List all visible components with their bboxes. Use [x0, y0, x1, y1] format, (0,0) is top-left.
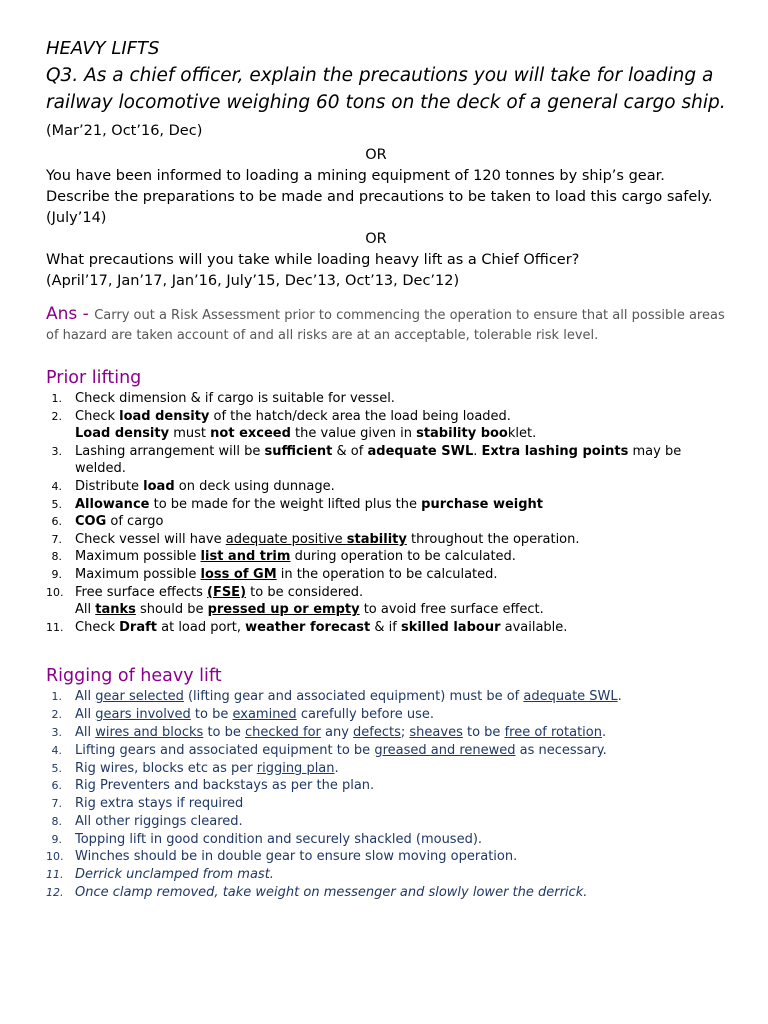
alt-question-1-ref: (July’14): [46, 210, 107, 226]
list-item: 9. Topping lift in good condition and securely shackled (moused).: [51, 831, 483, 847]
document-title: HEAVY LIFTS: [46, 38, 160, 59]
list-item: 1. All gear selected (lifting gear and associated equipment) must be of adequate SWL.: [51, 689, 622, 705]
list-item: 4. Distribute load on deck using dunnage.: [51, 478, 335, 494]
list-item: 5. Allowance to be made for the weight lifted plus the purchase weight: [51, 496, 543, 512]
prior-lifting-heading: Prior lifting: [46, 368, 142, 388]
answer-label: Ans -: [46, 304, 95, 324]
list-item: 11. Check Draft at load port, weather forecast & if skilled labour available.: [46, 619, 568, 635]
list-item: 5. Rig wires, blocks etc as per rigging plan.: [51, 760, 339, 776]
list-item: 7. Check vessel will have adequate positive stability throughout the operation.: [51, 531, 580, 547]
document-page: [46, 36, 736, 902]
list-item: 8. All other riggings cleared.: [51, 813, 243, 829]
rigging-list: [46, 688, 736, 902]
list-item: 2. All gears involved to be examined carefully before use.: [51, 707, 434, 723]
list-item: 10. Free surface effects (FSE) to be considered. All tanks should be pressed up or empty to avoid free surface effect.: [46, 584, 544, 618]
list-item: 3. Lashing arrangement will be sufficient & of adequate SWL. Extra lashing points may be welded.: [51, 443, 682, 477]
question-text: Q3. As a chief officer, explain the precautions you will take for loading a railway locomotive weighing 60 tons on the deck of a general cargo ship. (Mar’21, Oct’16, Dec): [46, 65, 726, 139]
list-item: 10. Winches should be in double gear to ensure slow moving operation.: [46, 849, 518, 865]
alt-question-2: What precautions will you take while loading heavy lift as a Chief Officer? (April’17, Jan’17, Jan’16, July’15, Dec’13, Oct’13, Dec’12): [46, 252, 580, 289]
or-separator: OR: [365, 231, 387, 247]
list-item: 6. COG of cargo: [51, 514, 164, 530]
or-separator: OR: [365, 147, 387, 163]
list-item: 9. Maximum possible loss of GM in the operation to be calculated.: [51, 566, 498, 582]
answer-intro: [46, 304, 736, 346]
alt-question-2-ref: (April’17, Jan’17, Jan’16, July’15, Dec’13, Oct’13, Dec’12): [46, 273, 460, 289]
list-item: 1. Check dimension & if cargo is suitable for vessel.: [51, 391, 395, 406]
list-item: 6. Rig Preventers and backstays as per the plan.: [51, 778, 375, 794]
list-item: 7. Rig extra stays if required: [51, 796, 244, 812]
prior-lifting-list: [46, 390, 736, 636]
list-item: 11. Derrick unclamped from mast.: [46, 867, 274, 883]
list-item: 3. All wires and blocks to be checked for any defects; sheaves to be free of rotation.: [51, 724, 607, 740]
list-item: 12. Once clamp removed, take weight on messenger and slowly lower the derrick.: [46, 885, 588, 901]
rigging-heading: Rigging of heavy lift: [46, 666, 222, 687]
alt-question-1: You have been informed to loading a mining equipment of 120 tonnes by ship’s gear. Describe the preparations to be made and precautions to be taken to load this cargo safely. (July’14): [46, 168, 713, 226]
question-ref: (Mar’21, Oct’16, Dec): [46, 123, 203, 139]
list-item: 4. Lifting gears and associated equipment to be greased and renewed as necessary.: [51, 742, 607, 758]
list-item: 8. Maximum possible list and trim during operation to be calculated.: [51, 549, 516, 565]
list-item: 2. Check load density of the hatch/deck area the load being loaded. Load density must not exceed the value given in stability booklet.: [51, 408, 537, 442]
answer-text: Carry out a Risk Assessment prior to commencing the operation to ensure that all possible areas of hazard are taken account of and all risks are at an acceptable, tolerable risk level.: [46, 308, 725, 343]
